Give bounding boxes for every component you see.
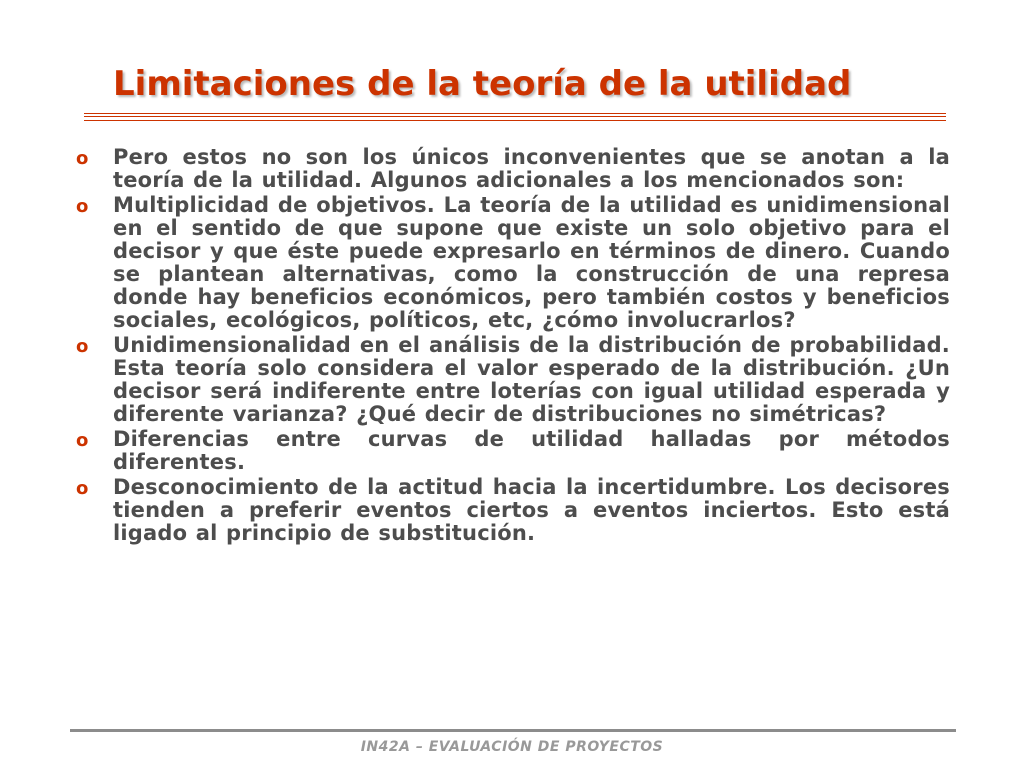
list-item	[70, 194, 950, 332]
bullet-marker-icon: o	[76, 430, 89, 451]
bullet-text: Pero estos no son los únicos inconvenientes que se anotan a la teoría de la utilidad. Algunos adicionales a los mencionados son:	[113, 145, 950, 192]
bullet-text: Multiplicidad de objetivos. La teoría de la utilidad es unidimensional en el sentido de que supone que existe un solo objetivo para el decisor y que éste puede expresarlo en términos de dinero. Cuando se plantean alternativas, como la construcción de una represa donde hay beneficios económicos, pero también costos y beneficios sociales, ecológicos, políticos, etc, ¿cómo involucrarlos?	[113, 193, 950, 332]
list-item	[70, 146, 950, 192]
bullet-marker-icon: o	[76, 196, 89, 217]
footer-course-label: IN42A – EVALUACIÓN DE PROYECTOS	[360, 739, 664, 755]
slide-title: Limitaciones de la teoría de la utilidad	[113, 64, 852, 104]
bullet-marker-icon: o	[76, 478, 89, 499]
bullet-text: Unidimensionalidad en el análisis de la distribución de probabilidad. Esta teoría solo considera el valor esperado de la distribución. ¿Un decisor será indiferente entre loterías con igual utilidad esperada y diferente varianza? ¿Qué decir de distribuciones no simétricas?	[113, 333, 950, 426]
bullet-text: Desconocimiento de la actitud hacia la incertidumbre. Los decisores tienden a preferir eventos ciertos a eventos inciertos. Esto está ligado al principio de substitución.	[113, 475, 950, 545]
footer-divider	[70, 729, 956, 732]
title-underline-divider	[84, 113, 946, 121]
bullet-text: Diferencias entre curvas de utilidad halladas por métodos diferentes.	[113, 427, 950, 474]
list-item	[70, 428, 950, 474]
bullet-list	[70, 146, 950, 547]
list-item	[70, 476, 950, 545]
bullet-marker-icon: o	[76, 148, 89, 169]
list-item	[70, 334, 950, 426]
bullet-marker-icon: o	[76, 336, 89, 357]
